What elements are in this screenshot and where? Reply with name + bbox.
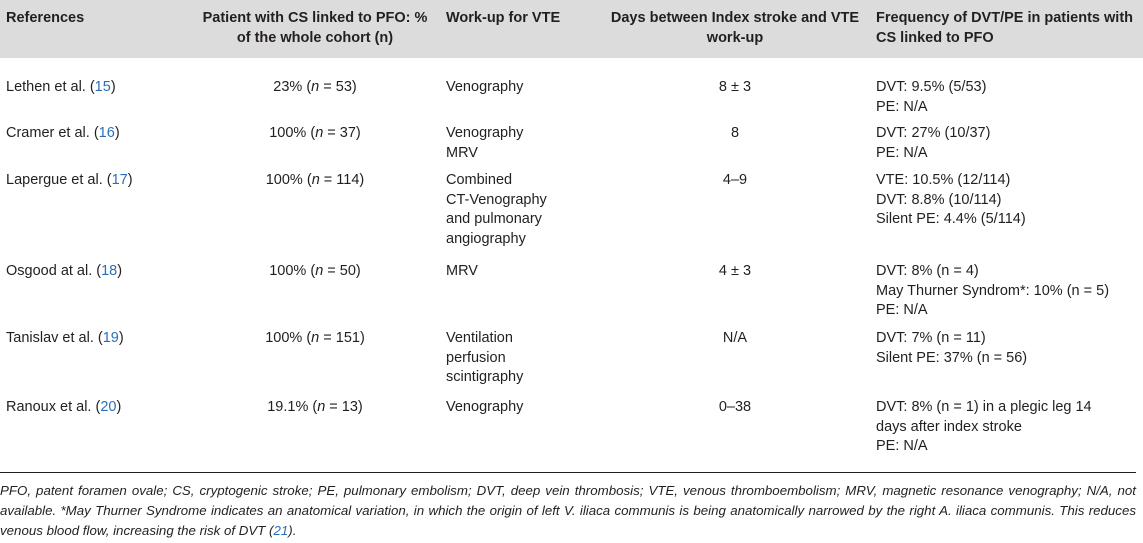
reference-cell: Osgood at al. (18) xyxy=(6,263,123,279)
cohort-cell: 100% (n = 37) xyxy=(269,125,361,141)
citation-link[interactable]: 17 xyxy=(111,172,128,188)
citation-link[interactable]: 19 xyxy=(102,330,119,346)
cohort-cell: 100% (n = 114) xyxy=(265,172,365,188)
table-row xyxy=(0,255,1143,322)
table-footnote: PFO, patent foramen ovale; CS, cryptogenic stroke; PE, pulmonary embolism; DVT, deep vein thrombosis; VTE, venous thromboembolism; MRV, magnetic resonance venography; N/A, not available. *May Thurner Syndrome indicates an anatomical variation, in which the origin of left V. iliaca communis is being anatomically narrowed by the right A. iliaca communis. This reduces venous blood flow, increasing the risk of DVT (21). xyxy=(0,472,1136,541)
days-cell: N/A xyxy=(722,330,748,346)
header-cohort: Patient with CS linked to PFO: % of the whole cohort (n) xyxy=(202,10,428,46)
workup-cell: Ventilation perfusion scintigraphy xyxy=(446,330,524,385)
reference-cell: Ranoux et al. (20) xyxy=(6,399,122,415)
workup-cell: Venography xyxy=(446,79,524,95)
days-cell: 8 ± 3 xyxy=(718,79,752,95)
days-cell: 4 ± 3 xyxy=(718,263,752,279)
days-cell: 8 xyxy=(730,125,740,141)
cohort-cell: 23% (n = 53) xyxy=(273,79,357,95)
citation-link[interactable]: 16 xyxy=(98,125,115,141)
cohort-cell: 100% (n = 50) xyxy=(269,263,361,279)
citation-link[interactable]: 15 xyxy=(94,79,111,95)
frequency-cell: DVT: 9.5% (5/53) PE: N/A xyxy=(876,79,987,115)
table-row xyxy=(0,58,1143,117)
table-row xyxy=(0,164,1143,255)
cohort-cell: 100% (n = 151) xyxy=(265,330,365,346)
days-cell: 4–9 xyxy=(722,172,748,188)
reference-cell: Cramer et al. (16) xyxy=(6,125,120,141)
reference-cell: Tanislav et al. (19) xyxy=(6,330,124,346)
table-row xyxy=(0,117,1143,164)
citation-link[interactable]: 21 xyxy=(273,523,289,538)
table-row xyxy=(0,322,1143,391)
workup-cell: Venography xyxy=(446,399,524,415)
frequency-cell: DVT: 7% (n = 11) Silent PE: 37% (n = 56) xyxy=(876,330,1028,366)
table-row xyxy=(0,391,1143,471)
header-references: References xyxy=(6,10,85,26)
table-header xyxy=(0,0,1143,58)
cohort-cell: 19.1% (n = 13) xyxy=(267,399,363,415)
reference-cell: Lethen et al. (15) xyxy=(6,79,116,95)
frequency-cell: DVT: 8% (n = 1) in a plegic leg 14 days after index stroke PE: N/A xyxy=(876,399,1092,454)
frequency-cell: VTE: 10.5% (12/114) DVT: 8.8% (10/114) Silent PE: 4.4% (5/114) xyxy=(876,172,1026,227)
workup-cell: Combined CT-Venography and pulmonary angiography xyxy=(446,172,547,247)
frequency-cell: DVT: 8% (n = 4) May Thurner Syndrom*: 10% (n = 5) PE: N/A xyxy=(876,263,1110,318)
reference-cell: Lapergue et al. (17) xyxy=(6,172,133,188)
header-days: Days between Index stroke and VTE work-up xyxy=(610,10,860,46)
days-cell: 0–38 xyxy=(718,399,752,415)
workup-cell: MRV xyxy=(446,263,478,279)
citation-link[interactable]: 20 xyxy=(100,399,117,415)
table-body xyxy=(0,58,1143,471)
workup-cell: Venography MRV xyxy=(446,125,524,161)
citation-link[interactable]: 18 xyxy=(101,263,118,279)
header-workup: Work-up for VTE xyxy=(446,10,561,26)
header-frequency: Frequency of DVT/PE in patients with CS linked to PFO xyxy=(876,10,1133,46)
frequency-cell: DVT: 27% (10/37) PE: N/A xyxy=(876,125,991,161)
